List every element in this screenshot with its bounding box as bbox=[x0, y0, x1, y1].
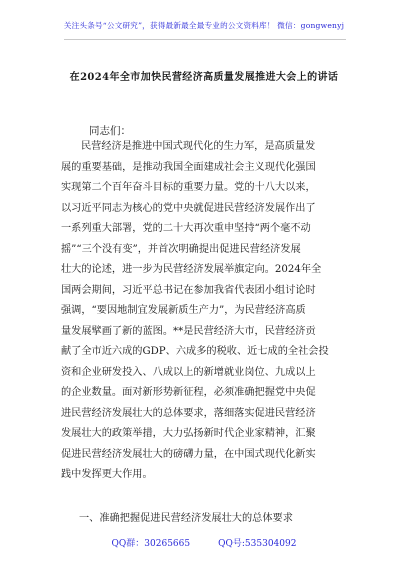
body-line: 国两会期间，习近平总书记在参加我省代表团小组讨论时 bbox=[61, 284, 316, 296]
body-paragraph bbox=[61, 137, 346, 486]
body-line: 一系列重大部署，党的二十大再次重申坚持“两个毫不动 bbox=[61, 223, 311, 234]
body-line: 摇”“三个没有变”，并首次明确提出促进民营经济发展 bbox=[61, 243, 301, 255]
body-line: 践中发挥更大作用。 bbox=[61, 469, 153, 480]
body-line: 量发展擘画了新的蓝图。**是民营经济大市，民营经济贡 bbox=[61, 325, 316, 337]
body-line: 壮大的论述，进一步为民营经济发展举旗定向。2024年全 bbox=[61, 264, 322, 275]
body-line: 的企业数量。面对新形势新征程，必须准确把握党中央促 bbox=[61, 387, 316, 398]
body-line: 以习近平同志为核心的党中央就促进民营经济发展作出了 bbox=[61, 202, 316, 214]
footer-qq: QQ号:535304092 bbox=[218, 539, 297, 549]
header-divider bbox=[64, 39, 346, 40]
salutation: 同志们： bbox=[89, 125, 131, 137]
body-line: 资和企业研发投入、八成以上的新增就业岗位、九成以上 bbox=[61, 366, 316, 378]
document-title: 在2024年全市加快民营经济高质量发展推进大会上的讲话 bbox=[69, 72, 339, 83]
section-heading: 一、准确把握促进民营经济发展壮大的总体要求 bbox=[79, 513, 293, 524]
body-line: 展的重要基础，是推动我国全面建成社会主义现代化强国 bbox=[61, 161, 316, 173]
footer-contact bbox=[0, 536, 408, 549]
body-line: 进民营经济发展壮大的总体要求，落细落实促进民营经济 bbox=[61, 407, 316, 419]
body-line: 强调，“要因地制宜发展新质生产力”，为民营经济高质 bbox=[61, 305, 306, 316]
body-line: 发展壮大的政策举措，大力弘扬新时代企业家精神，汇聚 bbox=[61, 428, 316, 439]
header-promo-note: 关注头条号“公文研究”，获得最新最全最专业的公文资料库！ 微信：gongwenyj bbox=[63, 21, 345, 30]
body-line: 促进民营经济发展壮大的磅礴力量，在中国式现代化新实 bbox=[61, 448, 316, 460]
body-line: 民营经济是推进中国式现代化的生力军，是高质量发 bbox=[81, 141, 316, 152]
body-line: 实现第二个百年奋斗目标的重要力量。党的十八大以来， bbox=[61, 182, 316, 193]
footer-qq-group: QQ群：30265665 bbox=[111, 539, 191, 549]
body-line: 献了全市近六成的GDP、六成多的税收、近七成的全社会投 bbox=[61, 346, 329, 357]
